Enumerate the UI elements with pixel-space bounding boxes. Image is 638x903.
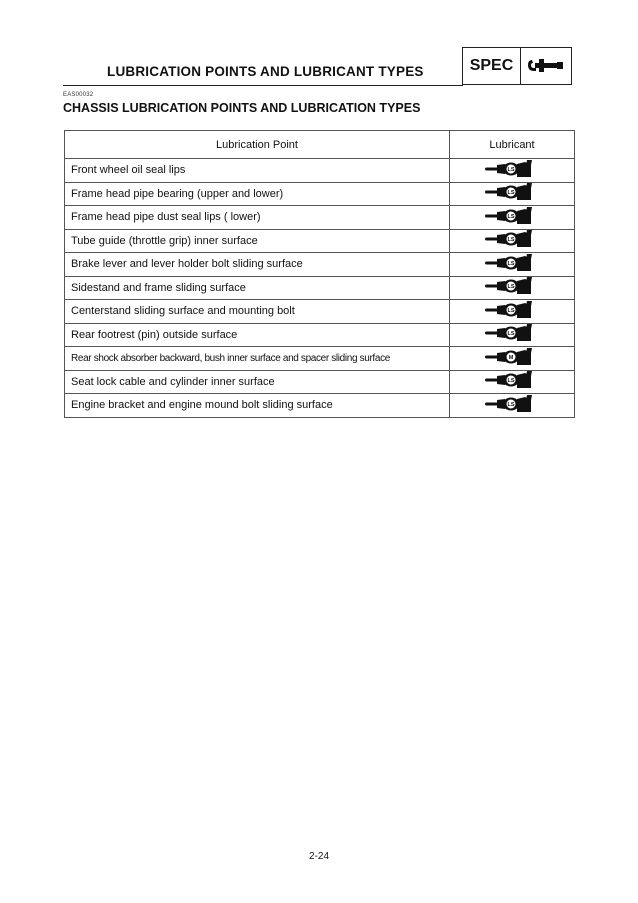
oil-can-icon [485, 371, 539, 392]
lubricant-code: LS [507, 213, 515, 220]
lubricant-code: LS [507, 331, 515, 338]
table-row [65, 182, 575, 206]
lubricant-cell [450, 347, 575, 371]
lubricant-cell [450, 206, 575, 230]
lubrication-table [64, 130, 575, 418]
page-number: 2-24 [308, 851, 329, 862]
oil-can-icon [485, 348, 539, 369]
document-code: EAS00032 [63, 92, 94, 98]
lubricant-code: LS [507, 307, 515, 314]
table-row [65, 229, 575, 253]
table-row [65, 347, 575, 371]
table-row [65, 370, 575, 394]
lubricant-code: LS [507, 190, 515, 197]
oil-can-icon [485, 230, 539, 251]
table-row [65, 206, 575, 230]
lubricant-cell [450, 276, 575, 300]
spec-label: SPEC [463, 48, 521, 84]
lubricant-code: LS [507, 401, 515, 408]
lubricant-code: LS [507, 284, 515, 291]
lubrication-point: Frame head pipe dust seal lips ( lower) [65, 206, 450, 230]
header-lubricant: Lubricant [450, 131, 575, 159]
lubrication-point: Front wheel oil seal lips [65, 159, 450, 183]
table-row [65, 394, 575, 418]
spec-box [462, 47, 572, 85]
wrench-icon [521, 54, 571, 78]
oil-can-icon [485, 183, 539, 204]
lubrication-point: Rear footrest (pin) outside surface [65, 323, 450, 347]
oil-can-icon [485, 324, 539, 345]
lubricant-code: LS [507, 260, 515, 267]
header-rule [63, 85, 463, 86]
lubrication-point: Sidestand and frame sliding surface [65, 276, 450, 300]
table-row [65, 276, 575, 300]
oil-can-icon [485, 254, 539, 275]
lubricant-cell [450, 323, 575, 347]
lubricant-code: M [508, 354, 514, 361]
oil-can-icon [485, 277, 539, 298]
lubrication-point: Tube guide (throttle grip) inner surface [65, 229, 450, 253]
lubricant-cell [450, 394, 575, 418]
oil-can-icon [485, 395, 539, 416]
header-lubrication-point: Lubrication Point [65, 131, 450, 159]
lubrication-point: Engine bracket and engine mound bolt sliding surface [65, 394, 450, 418]
lubricant-cell [450, 370, 575, 394]
table-row [65, 323, 575, 347]
table-row [65, 253, 575, 277]
table-row [65, 300, 575, 324]
lubrication-point: Frame head pipe bearing (upper and lower) [65, 182, 450, 206]
lubricant-cell [450, 300, 575, 324]
lubrication-point: Centerstand sliding surface and mounting bolt [65, 300, 450, 324]
section-title: CHASSIS LUBRICATION POINTS AND LUBRICATION TYPES [63, 101, 421, 115]
lubrication-point: Brake lever and lever holder bolt sliding surface [65, 253, 450, 277]
oil-can-icon [485, 160, 539, 181]
lubricant-code: LS [507, 166, 515, 173]
lubricant-cell [450, 182, 575, 206]
table-header-row [65, 131, 575, 159]
oil-can-icon [485, 301, 539, 322]
header-title: LUBRICATION POINTS AND LUBRICANT TYPES [107, 64, 424, 79]
oil-can-icon [485, 207, 539, 228]
lubricant-code: LS [507, 237, 515, 244]
lubricant-cell [450, 229, 575, 253]
table-row [65, 159, 575, 183]
lubrication-point: Seat lock cable and cylinder inner surface [65, 370, 450, 394]
lubricant-cell [450, 159, 575, 183]
lubrication-point: Rear shock absorber backward, bush inner surface and spacer sliding surface [65, 347, 450, 371]
lubricant-cell [450, 253, 575, 277]
lubricant-code: LS [507, 378, 515, 385]
